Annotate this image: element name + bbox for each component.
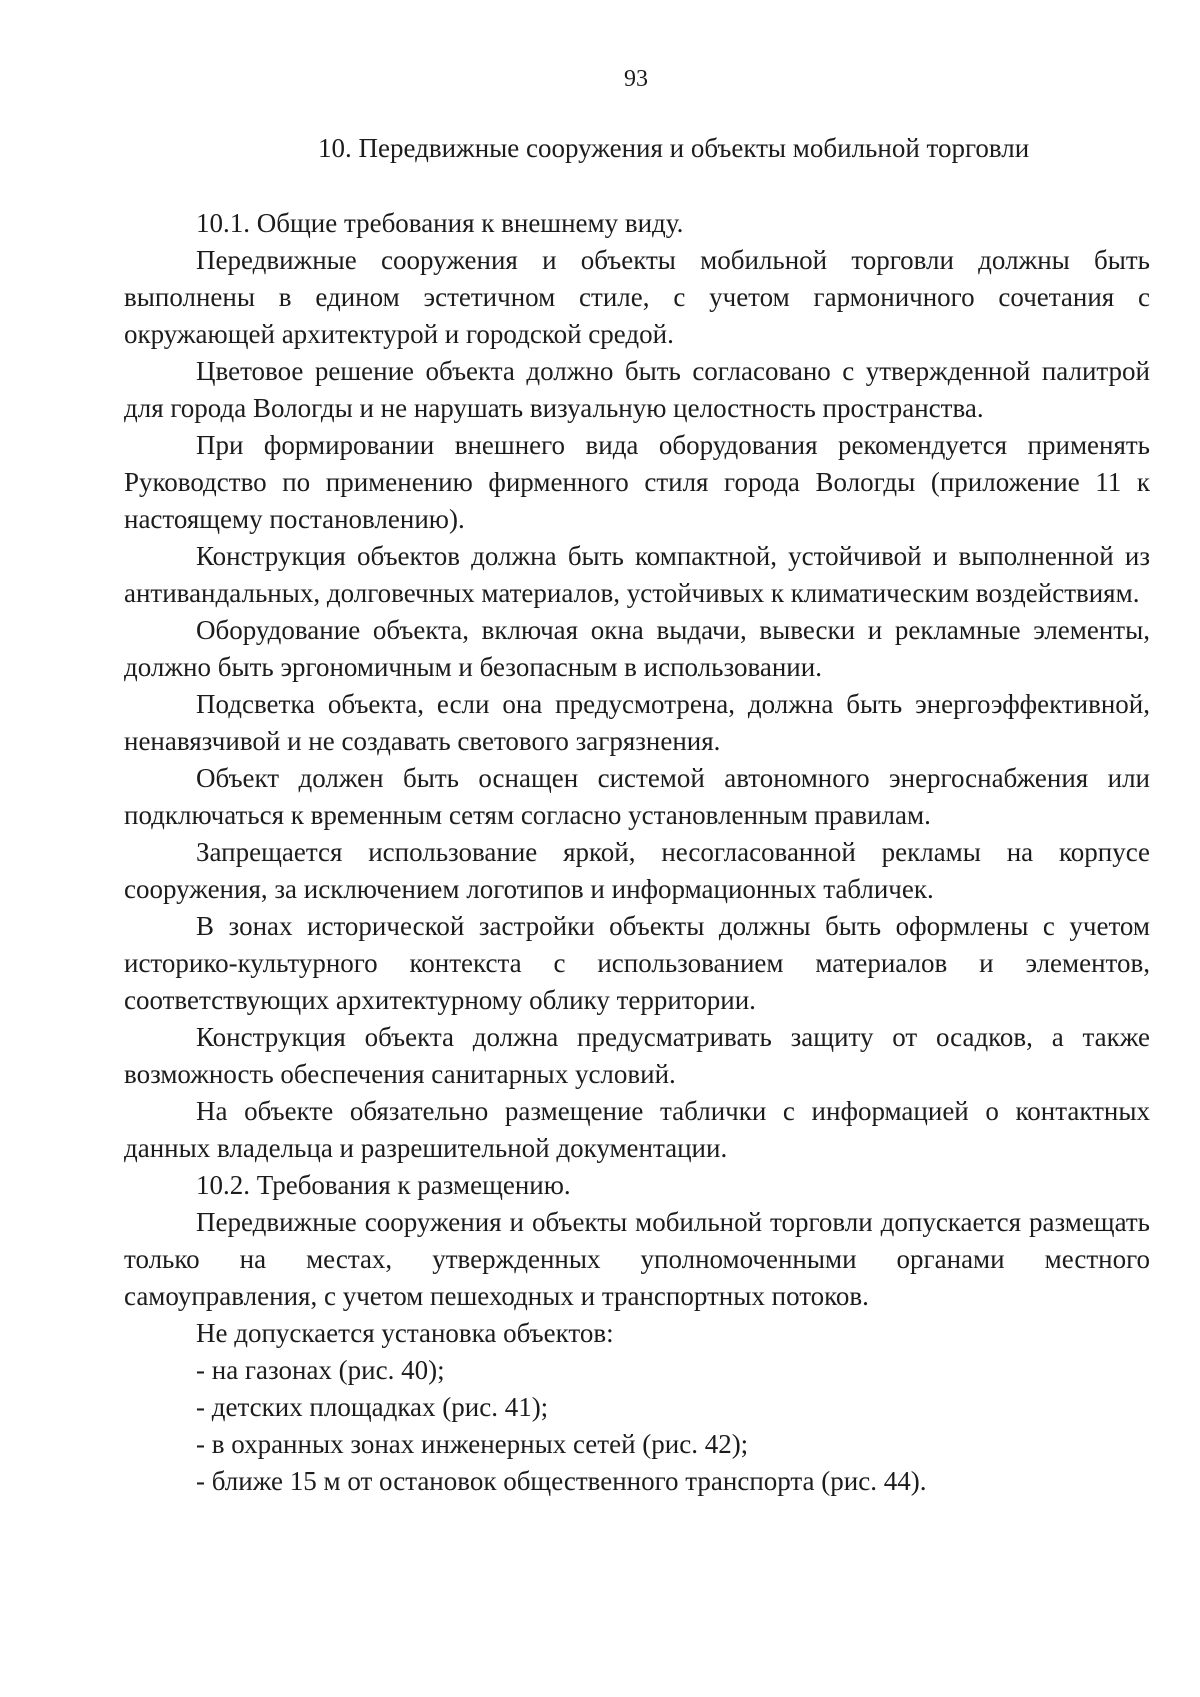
list-item: - детских площадках (рис. 41); [196, 1392, 549, 1422]
subsection-heading: 10.2. Требования к размещению. [196, 1170, 571, 1200]
document-body [124, 205, 1150, 1500]
paragraph: На объекте обязательно размещение таблички с информацией о контактных данных владельца и разрешительной документации. [124, 1096, 1150, 1163]
paragraph: Подсветка объекта, если она предусмотрена, должна быть энергоэффективной, ненавязчивой и не создавать светового загрязнения. [124, 689, 1150, 756]
paragraph: Не допускается установка объектов: [196, 1318, 614, 1348]
list-item: - в охранных зонах инженерных сетей (рис. 42); [196, 1429, 749, 1459]
paragraph: Передвижные сооружения и объекты мобильной торговли должны быть выполнены в едином эстетичном стиле, с учетом гармоничного сочетания с окружающей архитектурой и городской средой. [124, 245, 1150, 349]
section-title: 10. Передвижные сооружения и объекты мобильной торговли [318, 133, 1030, 163]
paragraph: Оборудование объекта, включая окна выдачи, вывески и рекламные элементы, должно быть эргономичным и безопасным в использовании. [124, 615, 1150, 682]
paragraph: Конструкция объектов должна быть компактной, устойчивой и выполненной из антивандальных, долговечных материалов, устойчивых к климатическим воздействиям. [124, 541, 1150, 608]
paragraph: В зонах исторической застройки объекты должны быть оформлены с учетом историко-культурного контекста с использованием материалов и элементов, соответствующих архитектурному облику территории. [124, 911, 1150, 1015]
paragraph: Передвижные сооружения и объекты мобильной торговли допускается размещать только на местах, утвержденных уполномоченными органами местного самоуправления, с учетом пешеходных и транспортных потоков. [124, 1207, 1150, 1311]
paragraph: Конструкция объекта должна предусматривать защиту от осадков, а также возможность обеспечения санитарных условий. [124, 1022, 1150, 1089]
list-item: - на газонах (рис. 40); [196, 1355, 445, 1385]
page-number: 93 [624, 66, 648, 92]
subsection-heading: 10.1. Общие требования к внешнему виду. [196, 208, 684, 238]
paragraph: Цветовое решение объекта должно быть согласовано с утвержденной палитрой для города Вологды и не нарушать визуальную целостность пространства. [124, 356, 1150, 423]
paragraph: При формировании внешнего вида оборудования рекомендуется применять Руководство по применению фирменного стиля города Вологды (приложение 11 к настоящему постановлению). [124, 430, 1150, 534]
paragraph: Объект должен быть оснащен системой автономного энергоснабжения или подключаться к временным сетям согласно установленным правилам. [124, 763, 1150, 830]
paragraph: Запрещается использование яркой, несогласованной рекламы на корпусе сооружения, за исключением логотипов и информационных табличек. [124, 837, 1150, 904]
list-item: - ближе 15 м от остановок общественного транспорта (рис. 44). [196, 1466, 927, 1496]
